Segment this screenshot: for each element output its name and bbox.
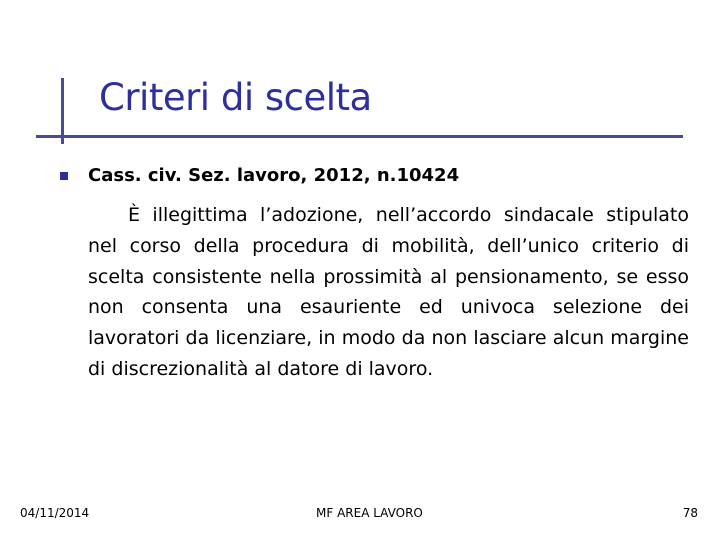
footer-page-number: 78 bbox=[682, 506, 698, 520]
square-bullet-icon bbox=[60, 172, 68, 180]
case-summary-paragraph: È illegittima l’adozione, nell’accordo sindacale stipulato nel corso della procedura di mobilità, dell’unico criterio di scelta consistente nella prossimità al pensionamento, se esso non consenta una esauriente ed univoca selezione dei lavoratori da licenziare, in modo da non lasciare alcun margine di discrezionalità al datore di lavoro. bbox=[88, 204, 689, 380]
title-horizontal-rule bbox=[36, 135, 683, 138]
slide-title: Criteri di scelta bbox=[99, 76, 372, 119]
case-citation-heading: Cass. civ. Sez. lavoro, 2012, n.10424 bbox=[88, 165, 460, 186]
footer-center-text: MF AREA LAVORO bbox=[316, 506, 423, 520]
footer-date: 04/11/2014 bbox=[20, 506, 90, 520]
